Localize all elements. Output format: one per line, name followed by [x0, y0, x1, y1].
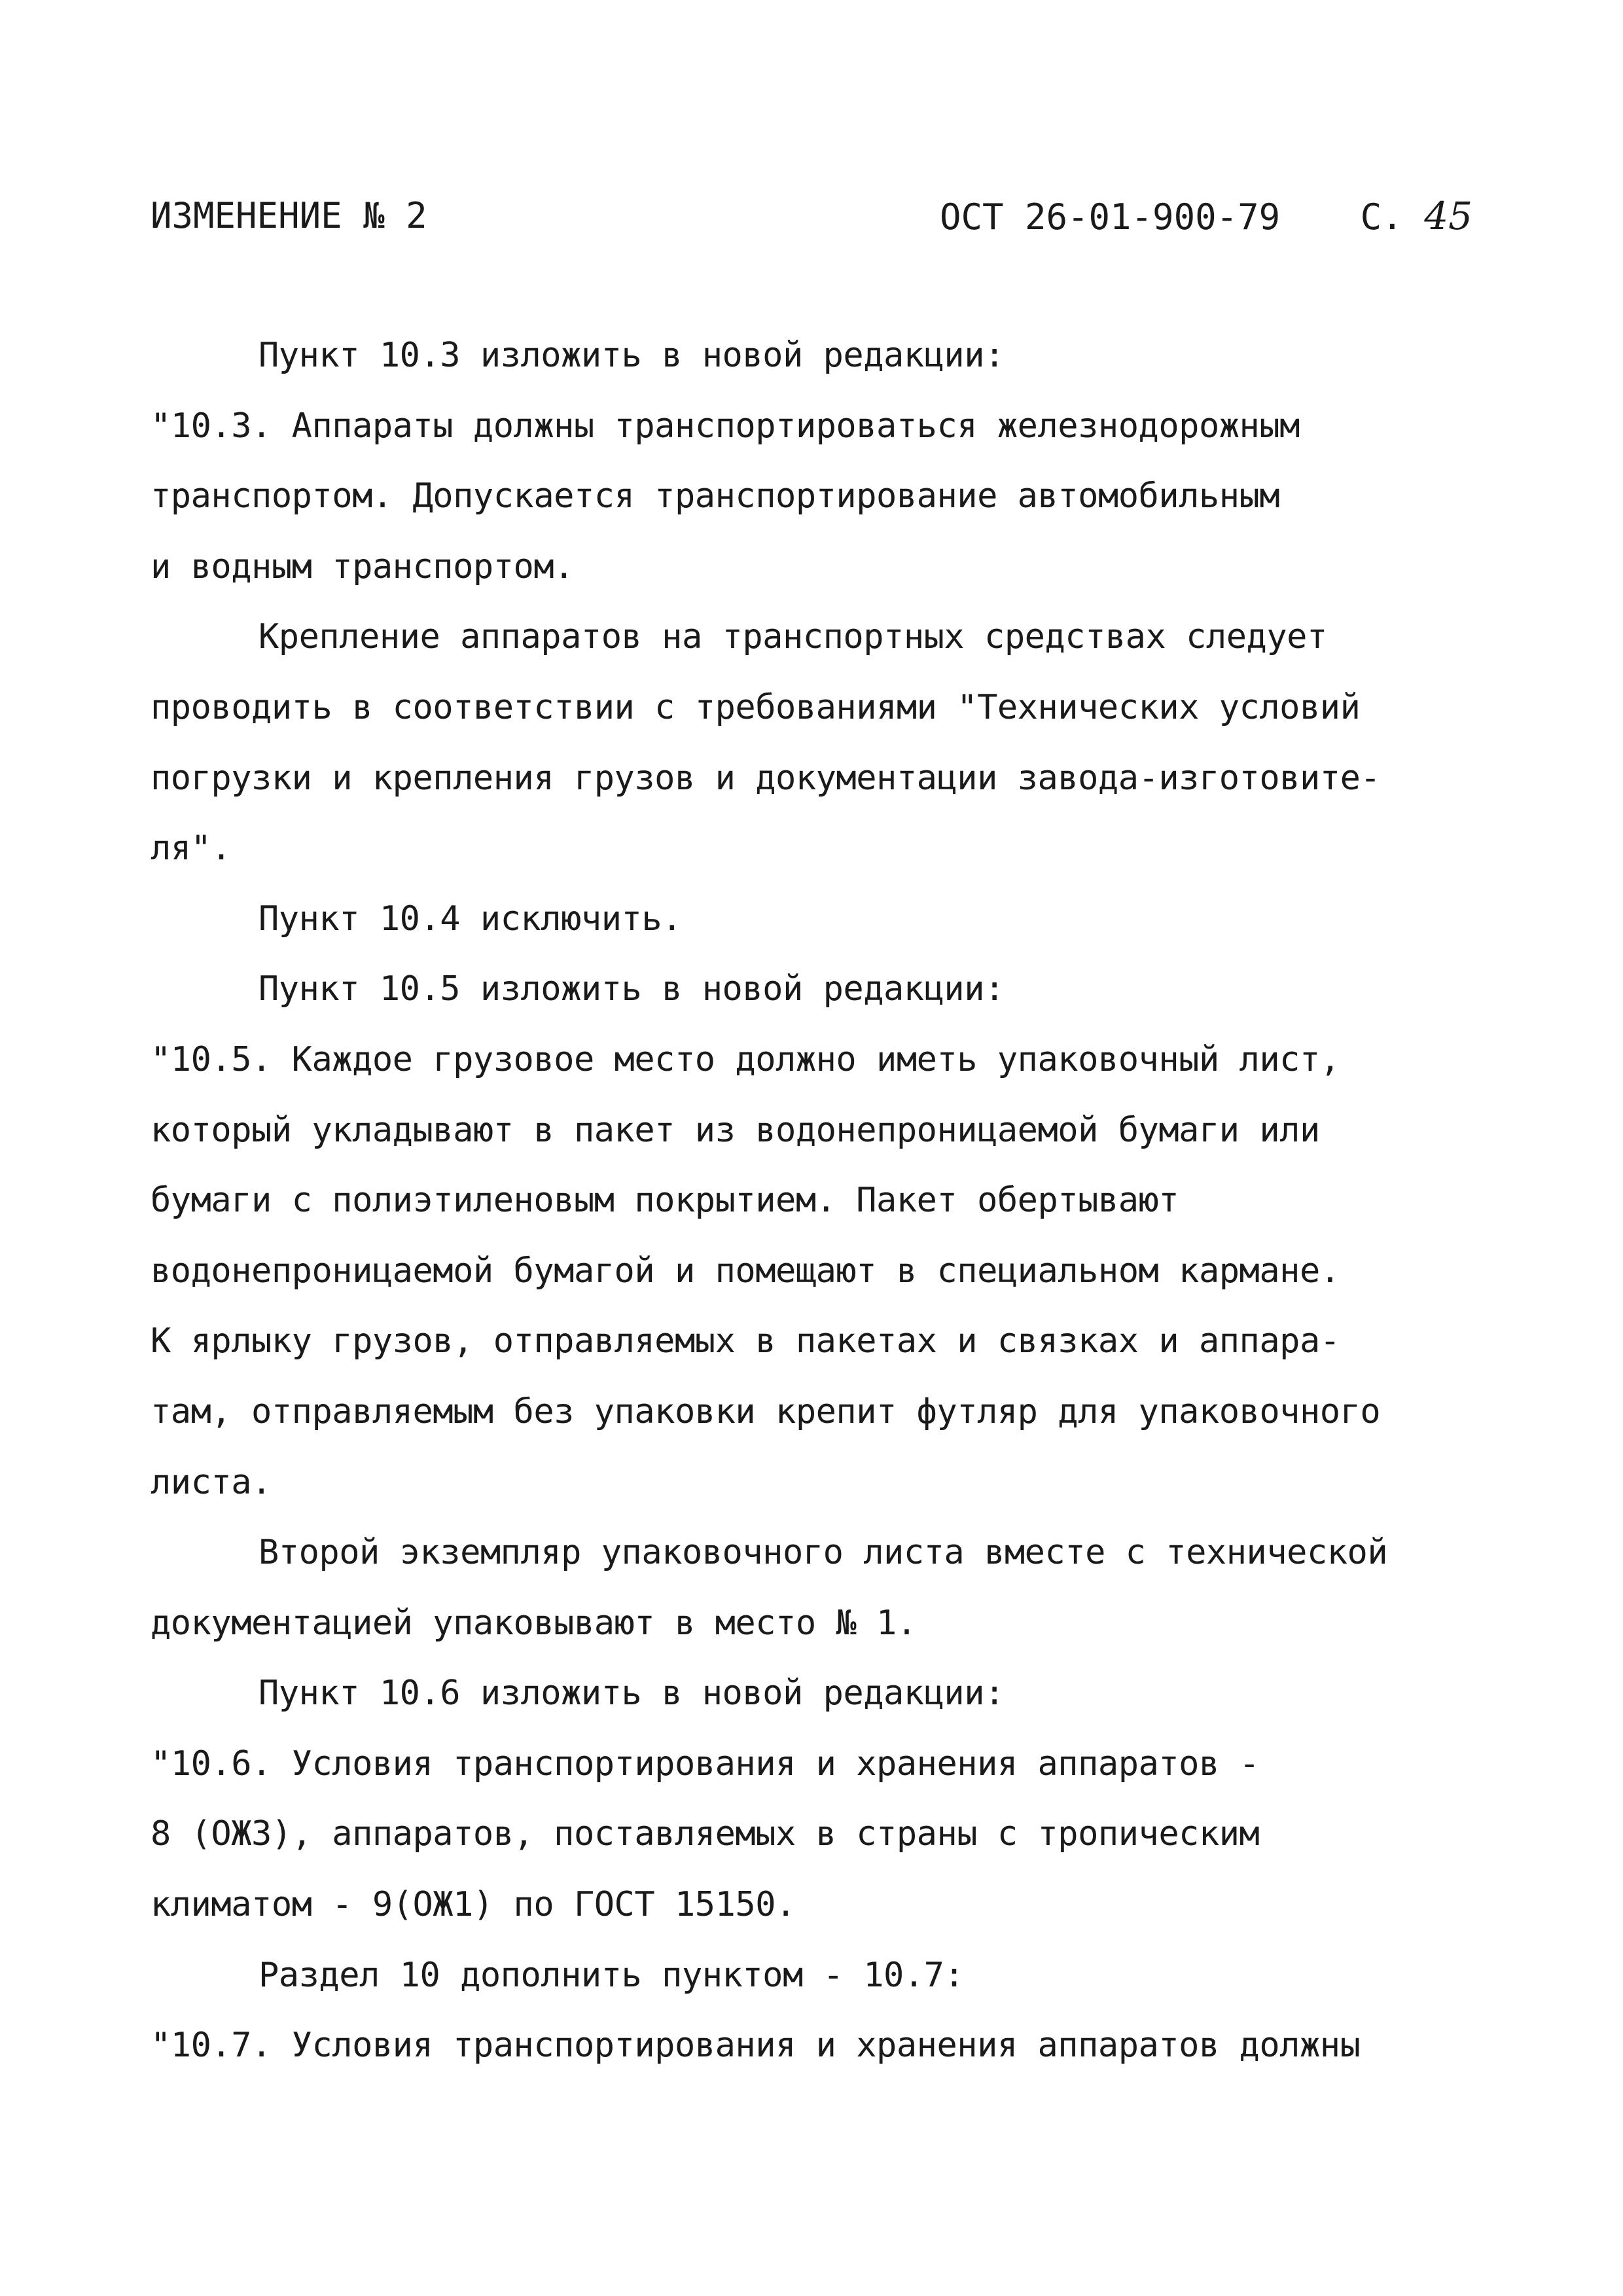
page-prefix: С.	[1360, 196, 1403, 238]
text-line: и водным транспортом.	[151, 547, 574, 586]
text-line: Пункт 10.3 изложить в новой редакции:	[259, 336, 1005, 375]
text-line: документацией упаковывают в место № 1.	[151, 1603, 917, 1643]
text-line: который укладывают в пакет из водонепроницаемой бумаги или	[151, 1110, 1320, 1150]
document-body	[151, 321, 1472, 2081]
standard-number: ОСТ 26-01-900-79	[939, 196, 1281, 238]
text-line: Пункт 10.4 исключить.	[259, 899, 682, 939]
text-line: "10.7. Условия транспортирования и хранения аппаратов должны	[151, 2026, 1361, 2066]
page-number: 45	[1424, 194, 1472, 238]
text-line: ля".	[151, 829, 232, 869]
text-line: транспортом. Допускается транспортирование автомобильным	[151, 476, 1280, 516]
change-label: ИЗМЕНЕНИЕ № 2	[151, 195, 427, 236]
text-line: "10.3. Аппараты должны транспортироваться железнодорожным	[151, 406, 1300, 446]
text-line: там, отправляемым без упаковки крепит футляр для упаковочного	[151, 1391, 1381, 1431]
text-line: Пункт 10.5 изложить в новой редакции:	[259, 969, 1005, 1009]
text-line: Пункт 10.6 изложить в новой редакции:	[259, 1674, 1005, 1713]
text-line: листа.	[151, 1462, 272, 1502]
text-line: Крепление аппаратов на транспортных средствах следует	[259, 617, 1327, 657]
text-line: "10.6. Условия транспортирования и хранения аппаратов -	[151, 1744, 1260, 1784]
text-line: 8 (ОЖ3), аппаратов, поставляемых в страны с тропическим	[151, 1814, 1260, 1854]
text-line: "10.5. Каждое грузовое место должно иметь упаковочный лист,	[151, 1039, 1340, 1079]
text-line: климатом - 9(ОЖ1) по ГОСТ 15150.	[151, 1885, 796, 1925]
text-line: погрузки и крепления грузов и документации завода-изготовите-	[151, 758, 1381, 798]
text-line: водонепроницаемой бумагой и помещают в специальном кармане.	[151, 1251, 1340, 1291]
text-line: Второй экземпляр упаковочного листа вместе с технической	[259, 1533, 1388, 1573]
text-line: Раздел 10 дополнить пунктом - 10.7:	[259, 1955, 965, 1995]
text-line: проводить в соответствии с требованиями "Технических условий	[151, 687, 1361, 727]
header-right	[940, 190, 1472, 243]
text-line: К ярлыку грузов, отправляемых в пакетах и связках и аппара-	[151, 1321, 1340, 1361]
page-header	[151, 190, 1472, 242]
text-line: бумаги с полиэтиленовым покрытием. Пакет обертывают	[151, 1181, 1179, 1221]
